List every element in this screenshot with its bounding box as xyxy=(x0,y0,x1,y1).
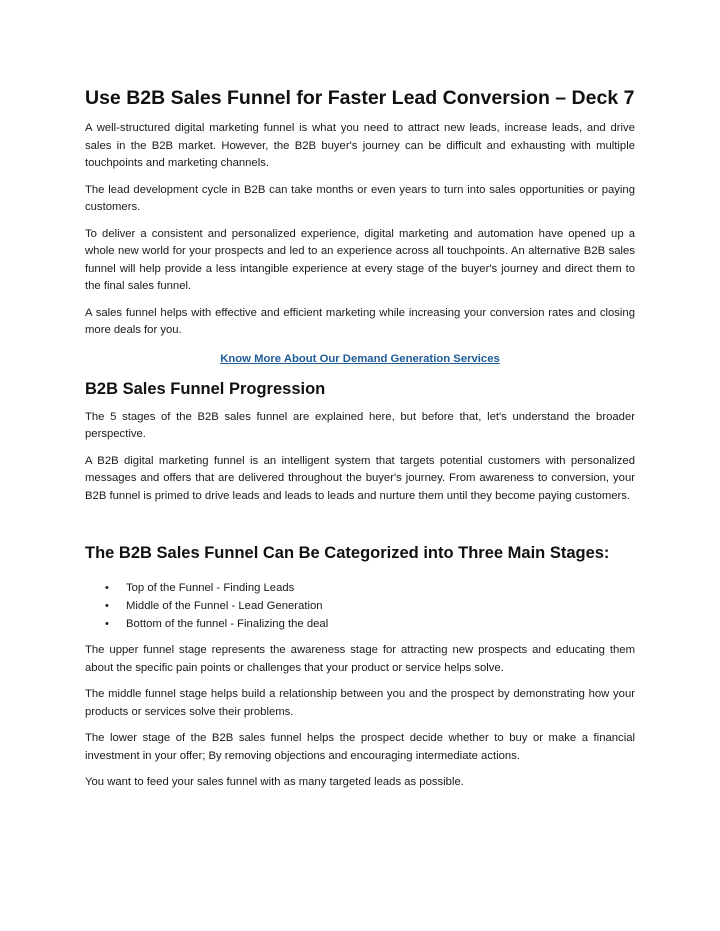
section-paragraph: The middle funnel stage helps build a relationship between you and the prospect by demonstrating how your products or services solve their problems. xyxy=(85,688,635,718)
section-paragraph: You want to feed your sales funnel with as many targeted leads as possible. xyxy=(85,776,464,789)
list-item xyxy=(105,580,635,598)
bullet-icon: • xyxy=(105,599,109,612)
section-paragraph: The lower stage of the B2B sales funnel helps the prospect decide whether to buy or make a financial investment in your offer; By removing objections and encouraging intermediate actions. xyxy=(85,732,635,762)
section-paragraph: A B2B digital marketing funnel is an intelligent system that targets potential customers with personalized messages and offers that are delivered throughout the buyer's journey. From awareness to conversion, your B2B funnel is primed to drive leads and leads to leads and nurture them until they become paying customers. xyxy=(85,454,635,502)
section-heading-progression: B2B Sales Funnel Progression xyxy=(85,379,326,398)
list-item-text: Middle of the Funnel - Lead Generation xyxy=(126,599,323,612)
section-paragraph: The upper funnel stage represents the awareness stage for attracting new prospects and educating them about the specific pain points or challenges that your product or service helps solve. xyxy=(85,644,635,674)
intro-paragraph: A sales funnel helps with effective and efficient marketing while increasing your conversion rates and closing more deals for you. xyxy=(85,306,635,336)
list-item xyxy=(105,616,635,634)
demand-generation-link[interactable]: Know More About Our Demand Generation Services xyxy=(220,352,500,365)
intro-paragraph: The lead development cycle in B2B can take months or even years to turn into sales opportunities or paying customers. xyxy=(85,183,635,213)
section-paragraph: The 5 stages of the B2B sales funnel are explained here, but before that, let's understand the broader perspective. xyxy=(85,410,635,440)
page-title: Use B2B Sales Funnel for Faster Lead Conversion – Deck 7 xyxy=(85,87,635,109)
section-heading-three-stages: The B2B Sales Funnel Can Be Categorized into Three Main Stages: xyxy=(85,544,610,562)
stages-list xyxy=(85,580,635,633)
document-page xyxy=(85,86,635,801)
demand-generation-link-container xyxy=(85,349,635,367)
list-item xyxy=(105,598,635,616)
intro-paragraph: A well-structured digital marketing funnel is what you need to attract new leads, increase leads, and drive sales in the B2B market. However, the B2B buyer's journey can be difficult and exhausting with multiple touchpoints and marketing channels. xyxy=(85,122,635,169)
bullet-icon: • xyxy=(105,617,109,630)
list-item-text: Bottom of the funnel - Finalizing the deal xyxy=(126,617,329,630)
list-item-text: Top of the Funnel - Finding Leads xyxy=(126,582,295,594)
bullet-icon: • xyxy=(105,582,109,594)
intro-paragraph: To deliver a consistent and personalized experience, digital marketing and automation have opened up a whole new world for your prospects and led to an experience across all touchpoints. An alternative B2B sales funnel will help provide a less intangible experience at every stage of the buyer's journey and direct them to the final sales funnel. xyxy=(85,227,635,292)
